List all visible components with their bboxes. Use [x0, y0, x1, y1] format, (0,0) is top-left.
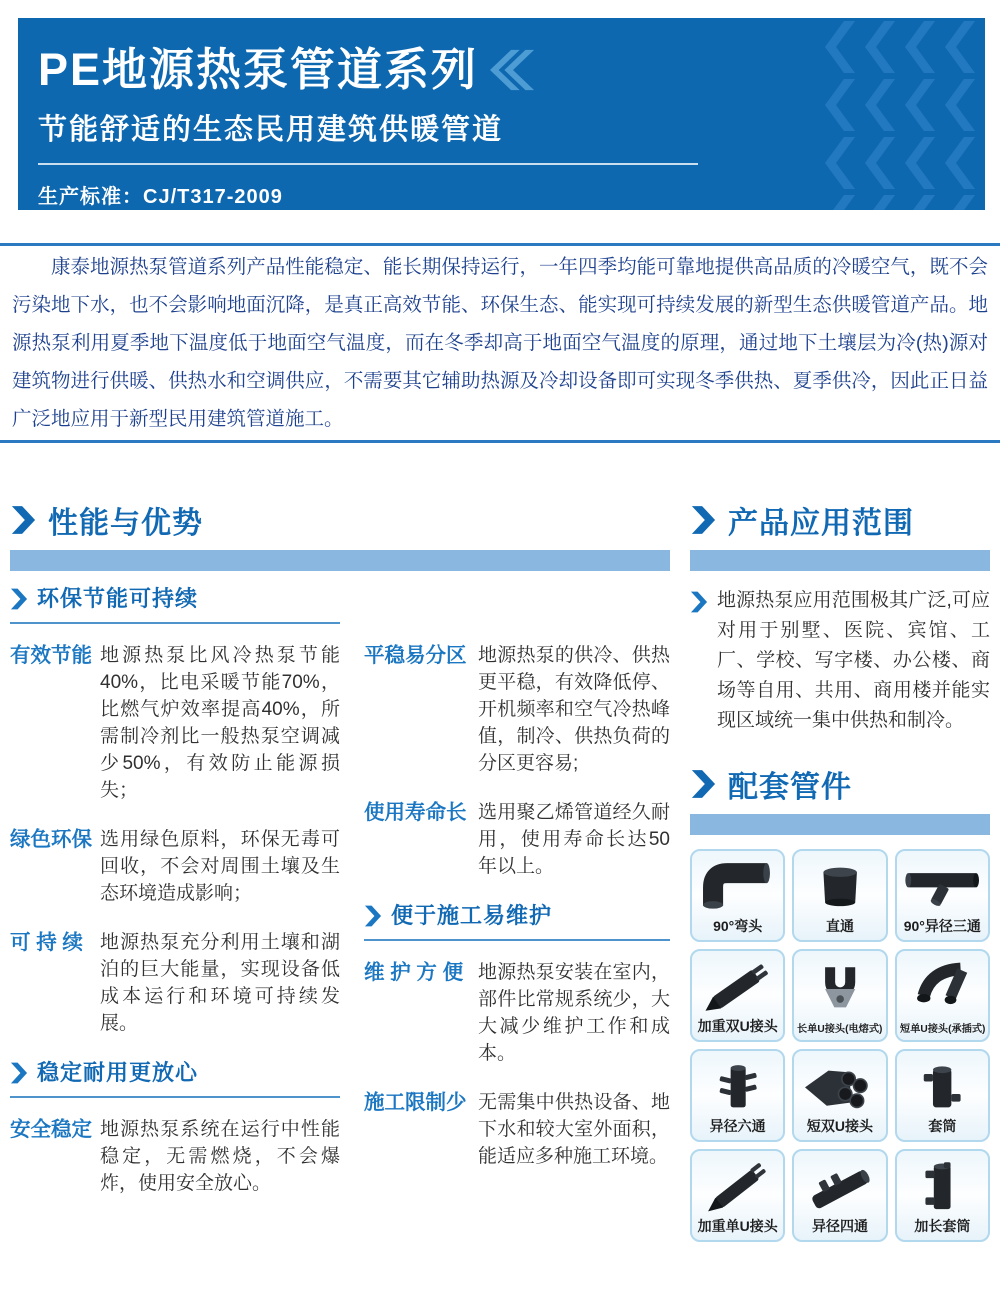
subsection-title: 环保节能可持续 [37, 586, 199, 611]
section-chevron-icon [10, 504, 36, 536]
fitting-name: 套筒 [928, 1118, 957, 1134]
production-standard: 生产标准：CJ/T317-2009 [38, 186, 283, 208]
section-title: 产品应用范围 [728, 507, 914, 540]
weighted-single-u-joint-icon [698, 1155, 778, 1218]
bullet-chevron-icon [690, 591, 708, 613]
section-chevron-icon [690, 768, 716, 800]
elbow-90-icon [698, 855, 778, 918]
fitting-card [690, 1049, 785, 1142]
performance-section [10, 500, 670, 1242]
fitting-card [690, 949, 785, 1042]
application-text: 地源热泵应用范围极其广泛,可应对用于别墅、医院、宾馆、工厂、学校、写字楼、办公楼、商场等自用、共用、商用楼并能实现区域统一集中供热和制冷。 [717, 590, 990, 731]
sleeve-icon [902, 1055, 982, 1118]
subsection-chevron-icon [10, 1062, 28, 1084]
feature-item [10, 642, 340, 804]
fitting-card [792, 1149, 887, 1242]
fitting-card [895, 949, 990, 1042]
fitting-name: 异径四通 [811, 1218, 868, 1234]
weighted-double-u-joint-icon [698, 955, 778, 1018]
fitting-name: 加重单U接头 [697, 1218, 778, 1234]
feature-item [364, 959, 670, 1067]
section-title: 性能与优势 [48, 507, 203, 540]
page-subtitle: 节能舒适的生态民用建筑供暖管道 [38, 114, 504, 146]
application-section-head [690, 500, 990, 540]
reducing-four-way-icon [800, 1155, 880, 1218]
fitting-name: 90°异径三通 [903, 918, 981, 934]
subsection-title: 便于施工易维护 [391, 903, 553, 928]
straight-coupling-icon [800, 855, 880, 918]
feature-item [364, 799, 670, 880]
fitting-card [792, 849, 887, 942]
main-content [10, 500, 990, 1242]
feature-text: 选用聚乙烯管道经久耐用，使用寿命长达50年以上。 [478, 802, 670, 877]
feature-item [10, 929, 340, 1037]
section-chevron-icon [690, 504, 716, 536]
reducing-tee-icon [902, 855, 982, 918]
subsection-eco [10, 585, 340, 624]
feature-item [10, 1116, 340, 1197]
fitting-card [690, 849, 785, 942]
subsection-construction [364, 902, 670, 941]
feature-text: 地源热泵充分利用土壤和湖泊的巨大能量，实现设备低成本运行和环境可持续发展。 [100, 932, 340, 1034]
section-bar [690, 550, 990, 571]
long-single-u-electrofusion-icon [800, 955, 880, 1018]
section-title: 配套管件 [728, 771, 852, 804]
subsection-chevron-icon [10, 588, 28, 610]
feature-text: 地源热泵系统在运行中性能稳定，无需燃烧，不会爆炸，使用安全放心。 [100, 1119, 340, 1194]
section-bar [10, 550, 670, 571]
reducing-six-way-icon [698, 1055, 778, 1118]
fittings-section-head [690, 764, 990, 804]
short-single-u-socket-icon [902, 955, 982, 1018]
fitting-card [895, 1149, 990, 1242]
fitting-name: 加重双U接头 [697, 1018, 778, 1034]
page-title: PE地源热泵管道系列 [38, 44, 479, 95]
performance-col-mid [364, 585, 670, 1219]
feature-text: 地源热泵安装在室内，部件比常规系统少，大大减少维护工作和成本。 [478, 962, 670, 1064]
fittings-grid [690, 849, 990, 1242]
fitting-name: 加长套筒 [914, 1218, 971, 1234]
performance-col-left [10, 585, 340, 1219]
section-bar [690, 814, 990, 835]
fitting-name: 异径六通 [709, 1118, 766, 1134]
intro-paragraph: 康泰地源热泵管道系列产品性能稳定、能长期保持运行，一年四季均能可靠地提供高品质的冷暖空气，既不会污染地下水，也不会影响地面沉降，是真正高效节能、环保生态、能实现可持续发展的新型生态供暖管道产品。地源热泵利用夏季地下温度低于地面空气温度，而在冬季却高于地面空气温度的原理，通过地下土壤层为冷(热)源对建筑物进行供暖、供热水和空调供应，不需要其它辅助热源及冷却设备即可实现冬季供热、夏季供冷，因此正日益广泛地应用于新型民用建筑管道施工。 [12, 256, 988, 430]
feature-text: 选用绿色原料，环保无毒可回收，不会对周围土壤及生态环境造成影响； [100, 829, 340, 904]
feature-text: 地源热泵的供冷、供热更平稳，有效降低停、开机频率和空气冷热峰值，制冷、供热负荷的分区更容易; [478, 645, 670, 774]
fitting-name: 短双U接头 [806, 1118, 874, 1134]
feature-item [10, 826, 340, 907]
feature-item [364, 1089, 670, 1170]
subsection-chevron-icon [364, 905, 382, 927]
fitting-name: 90°弯头 [713, 918, 763, 934]
double-chevron-left-icon [490, 48, 536, 92]
feature-label: 施工限制少 [364, 1091, 467, 1114]
fitting-card [895, 849, 990, 942]
fitting-card [792, 1049, 887, 1142]
fitting-card [895, 1049, 990, 1142]
short-double-u-joint-icon [800, 1055, 880, 1118]
feature-label: 安全稳定 [10, 1118, 92, 1141]
feature-label: 平稳易分区 [364, 644, 467, 667]
intro-section [0, 243, 1000, 443]
feature-label: 维 护 方 便 [364, 961, 464, 984]
subsection-title: 稳定耐用更放心 [37, 1060, 199, 1085]
fitting-card [690, 1149, 785, 1242]
right-column [690, 500, 990, 1242]
feature-text: 无需集中供热设备、地下水和较大室外面积，能适应多种施工环境。 [478, 1092, 670, 1167]
fitting-name: 短单U接头(承插式) [899, 1022, 985, 1035]
fitting-card [792, 949, 887, 1042]
feature-label: 可 持 续 [10, 931, 83, 954]
feature-label: 有效节能 [10, 644, 92, 667]
subsection-stable [10, 1059, 340, 1098]
fitting-name: 直通 [825, 918, 854, 934]
feature-item [364, 642, 670, 777]
feature-text: 地源热泵比风冷热泵节能40%，比电采暖节能70%，比燃气炉效率提高40%，所需制冷剂比一般热泵空调减少50%，有效防止能源损失； [100, 645, 340, 801]
feature-label: 使用寿命长 [364, 801, 467, 824]
fitting-name: 长单U接头(电熔式) [797, 1022, 883, 1035]
header-divider [38, 163, 698, 165]
feature-label: 绿色环保 [10, 828, 92, 851]
application-item [690, 586, 990, 736]
header-banner [18, 18, 985, 210]
extended-sleeve-icon [902, 1155, 982, 1218]
